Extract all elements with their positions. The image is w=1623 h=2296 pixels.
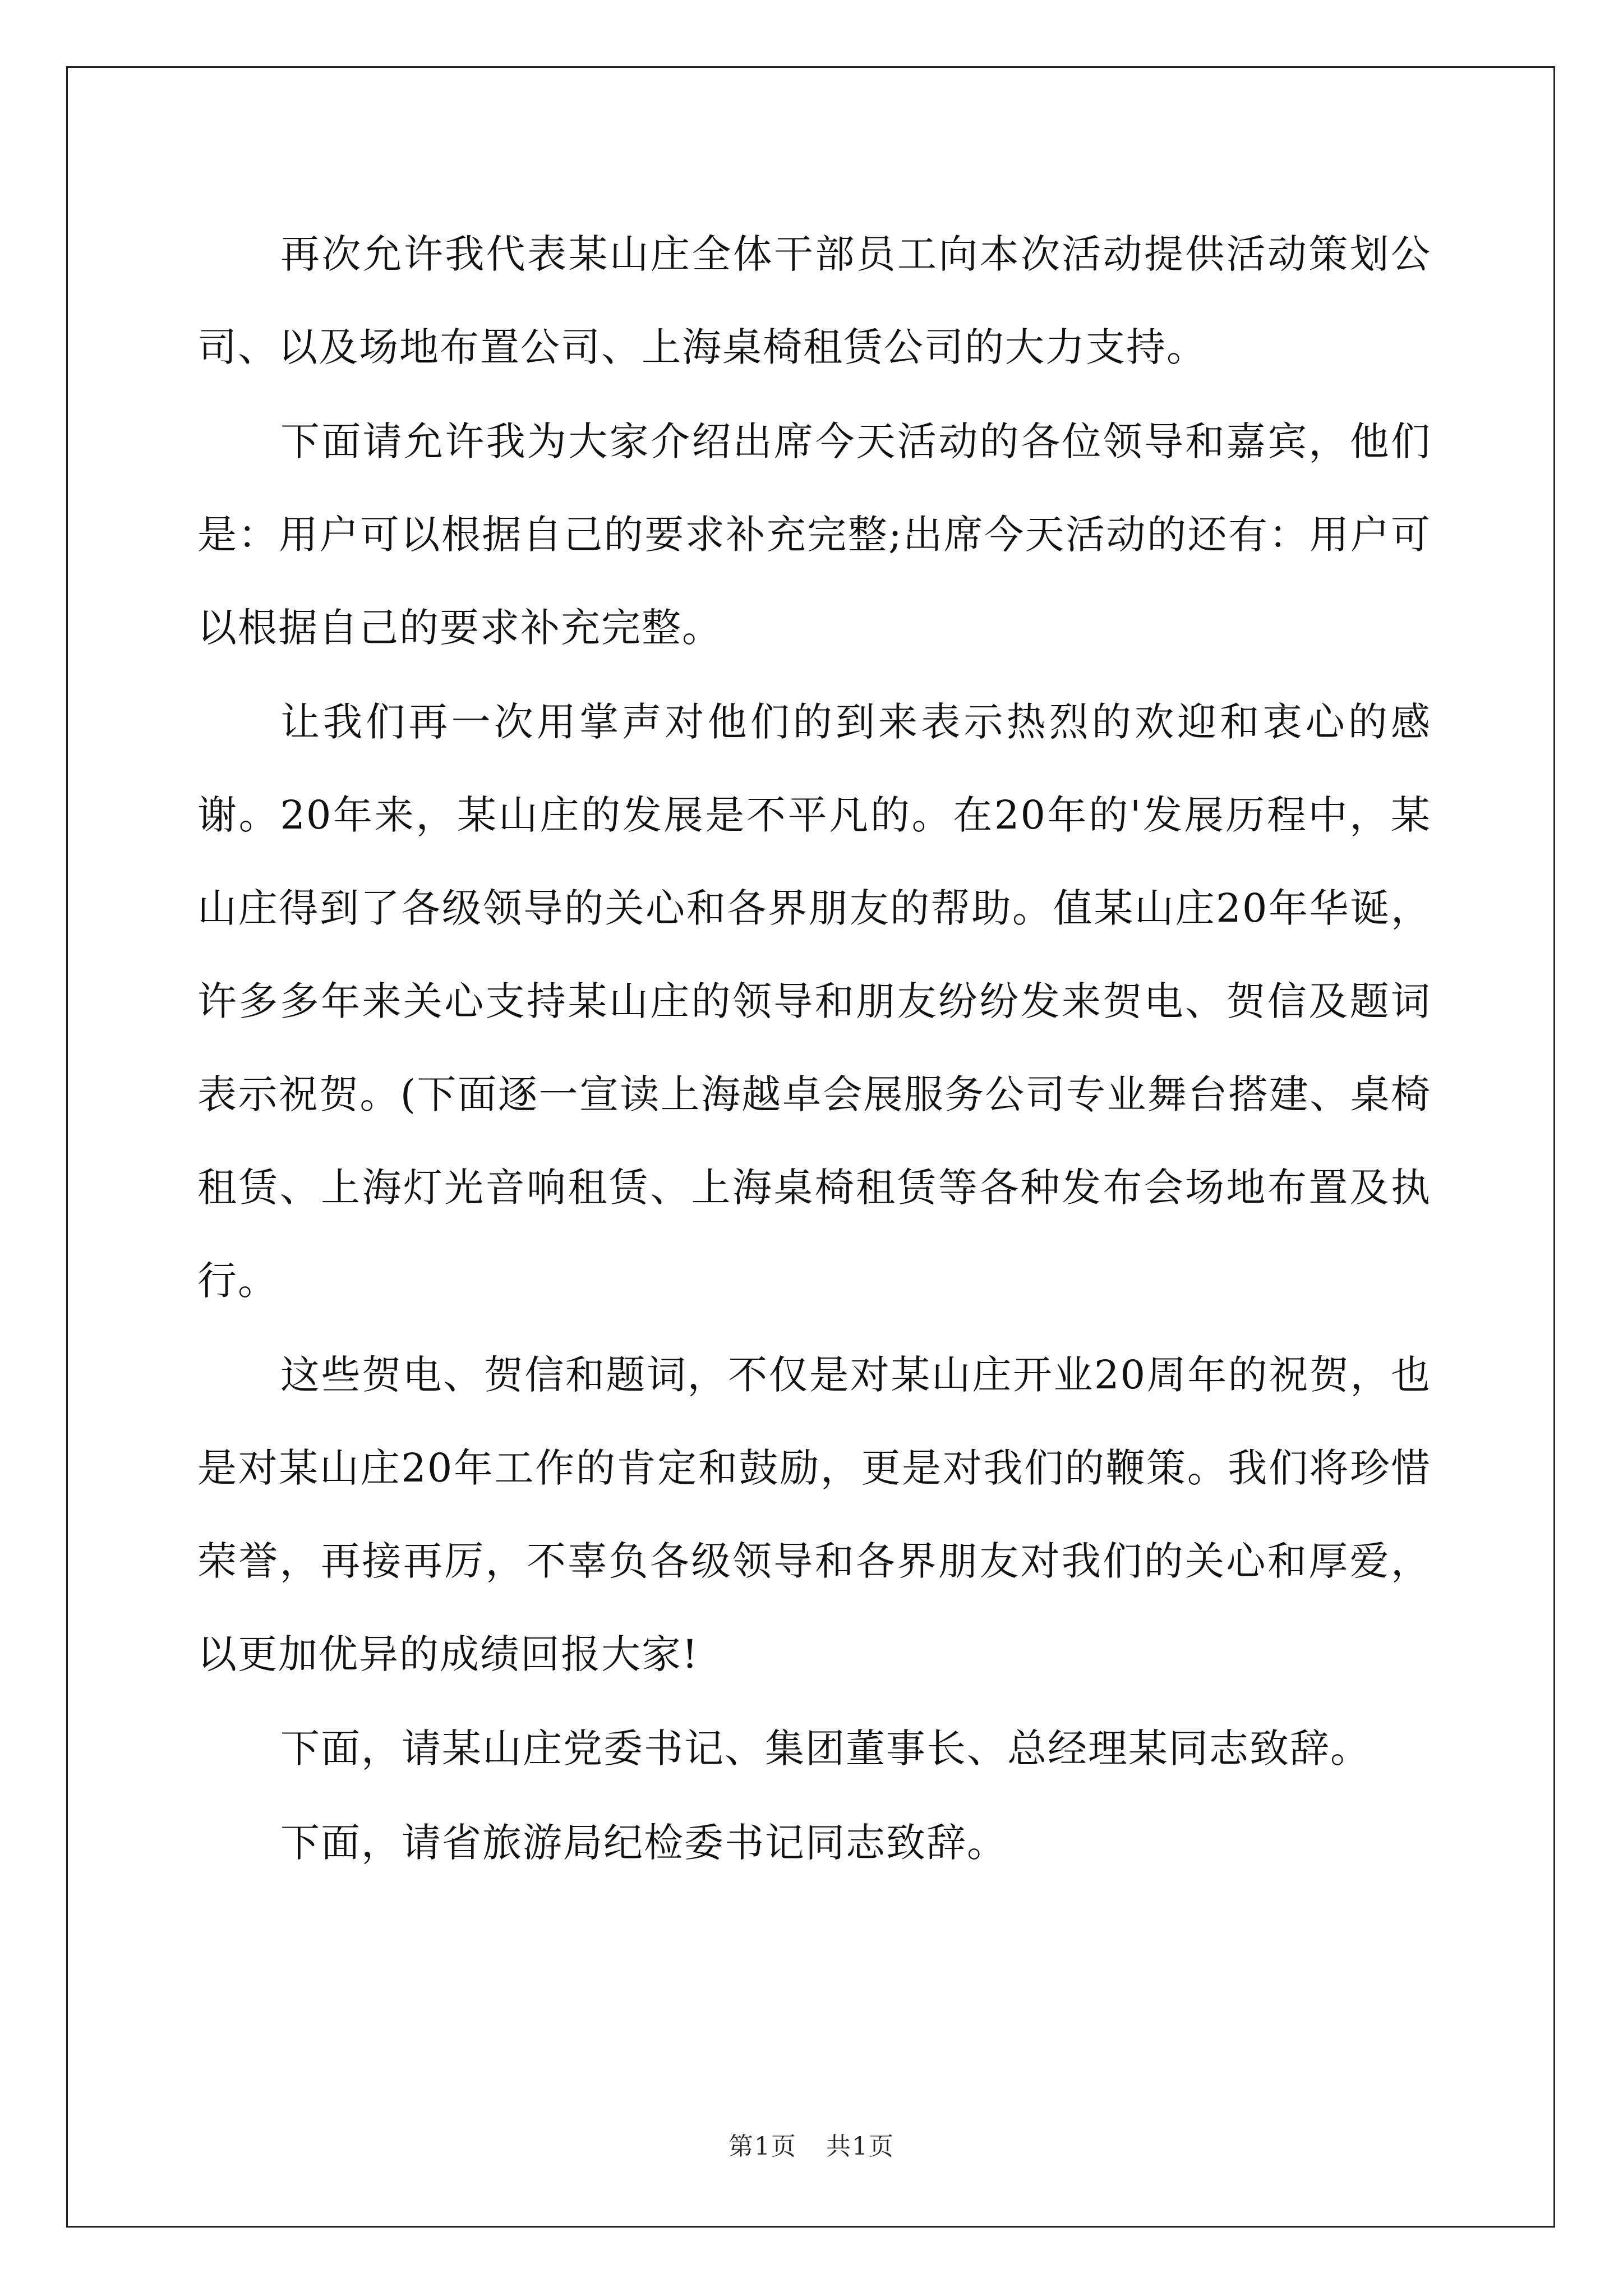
paragraph-6: 下面，请省旅游局纪检委书记同志致辞。 [280,1820,1007,1866]
document-body [197,208,1431,1889]
page-footer [0,2126,1623,2162]
paragraph-5: 下面，请某山庄党委书记、集团董事长、总经理某同志致辞。 [280,1726,1371,1772]
paragraph-3: 让我们再一次用掌声对他们的到来表示热烈的欢迎和衷心的感谢。20年来，某山庄的发展是不平凡的。在20年的'发展历程中，某山庄得到了各级领导的关心和各界朋友的帮助。值某山庄20年华诞，许多多年来关心支持某山庄的领导和朋友纷纷发来贺电、贺信及题词表示祝贺。(下面逐一宣读上海越卓会展服务公司专业舞台搭建、桌椅租赁、上海灯光音响租赁、上海桌椅租赁等各种发布会场地布置及执行。 [197,699,1431,1304]
paragraph-2: 下面请允许我为大家介绍出席今天活动的各位领导和嘉宾，他们是：用户可以根据自己的要求补充完整;出席今天活动的还有：用户可以根据自己的要求补充完整。 [197,418,1431,651]
page-number: 第1页 [728,2132,797,2161]
page-total: 共1页 [826,2132,895,2161]
paragraph-4: 这些贺电、贺信和题词，不仅是对某山庄开业20周年的祝贺，也是对某山庄20年工作的肯定和鼓励，更是对我们的鞭策。我们将珍惜荣誉，再接再厉，不辜负各级领导和各界朋友对我们的关心和厚爱，以更加优异的成绩回报大家! [197,1352,1431,1677]
paragraph-1: 再次允许我代表某山庄全体干部员工向本次活动提供活动策划公司、以及场地布置公司、上海桌椅租赁公司的大力支持。 [197,231,1431,370]
